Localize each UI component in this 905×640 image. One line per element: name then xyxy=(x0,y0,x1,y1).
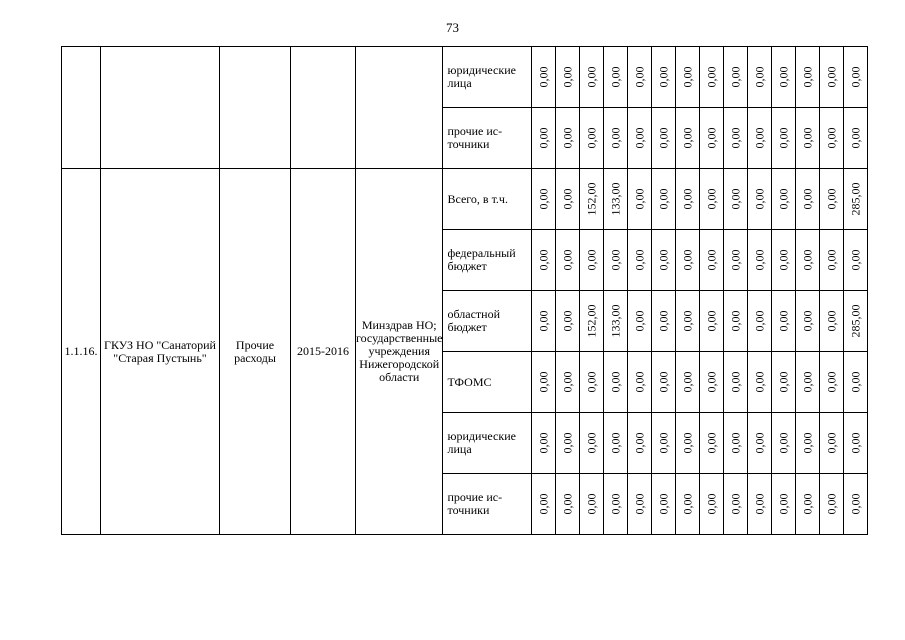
value-text: 0,00 xyxy=(632,249,647,271)
period: 2015-2016 xyxy=(291,169,356,535)
value-cell xyxy=(820,47,844,108)
value-text: 0,00 xyxy=(728,127,743,149)
value-cell xyxy=(628,474,652,535)
value-text: 0,00 xyxy=(608,127,623,149)
value-cell xyxy=(652,108,676,169)
value-cell xyxy=(556,47,580,108)
value-text: 0,00 xyxy=(728,371,743,393)
value-text: 0,00 xyxy=(728,66,743,88)
value-cell xyxy=(676,291,700,352)
value-cell xyxy=(844,169,868,230)
value-text: 0,00 xyxy=(632,66,647,88)
value-text: 0,00 xyxy=(704,66,719,88)
value-text: 152,00 xyxy=(584,304,599,338)
value-cell xyxy=(676,169,700,230)
value-text: 0,00 xyxy=(680,188,695,210)
value-cell xyxy=(820,108,844,169)
value-cell xyxy=(820,230,844,291)
value-cell xyxy=(628,291,652,352)
value-cell xyxy=(652,169,676,230)
value-text: 0,00 xyxy=(560,310,575,332)
value-text: 0,00 xyxy=(800,493,815,515)
value-text: 0,00 xyxy=(800,310,815,332)
value-text: 0,00 xyxy=(776,493,791,515)
value-text: 0,00 xyxy=(656,66,671,88)
value-text: 133,00 xyxy=(608,304,623,338)
value-cell xyxy=(796,47,820,108)
value-cell xyxy=(796,413,820,474)
value-text: 0,00 xyxy=(656,249,671,271)
value-text: 0,00 xyxy=(608,432,623,454)
value-cell xyxy=(628,413,652,474)
value-cell xyxy=(676,108,700,169)
value-cell xyxy=(724,474,748,535)
value-text: 285,00 xyxy=(848,304,863,338)
value-cell xyxy=(652,413,676,474)
value-cell xyxy=(796,474,820,535)
period-cell xyxy=(291,47,356,169)
value-cell xyxy=(676,474,700,535)
value-cell xyxy=(748,352,772,413)
value-text: 0,00 xyxy=(632,432,647,454)
value-text: 0,00 xyxy=(728,188,743,210)
value-text: 0,00 xyxy=(656,127,671,149)
value-cell xyxy=(724,291,748,352)
value-text: 0,00 xyxy=(680,432,695,454)
value-cell xyxy=(748,413,772,474)
value-cell xyxy=(604,413,628,474)
value-cell xyxy=(700,230,724,291)
value-text: 0,00 xyxy=(536,249,551,271)
value-text: 0,00 xyxy=(560,493,575,515)
value-cell xyxy=(700,474,724,535)
value-cell xyxy=(556,169,580,230)
value-cell xyxy=(700,291,724,352)
value-text: 0,00 xyxy=(752,66,767,88)
value-cell xyxy=(676,413,700,474)
value-cell xyxy=(820,352,844,413)
item-name-cell xyxy=(101,47,220,169)
value-cell xyxy=(820,474,844,535)
value-text: 0,00 xyxy=(848,249,863,271)
value-cell xyxy=(772,413,796,474)
value-cell xyxy=(748,474,772,535)
value-cell xyxy=(724,108,748,169)
value-text: 0,00 xyxy=(608,371,623,393)
value-cell xyxy=(724,352,748,413)
value-cell xyxy=(676,352,700,413)
value-text: 0,00 xyxy=(704,249,719,271)
value-text: 0,00 xyxy=(632,493,647,515)
value-text: 0,00 xyxy=(560,432,575,454)
page-number: 73 xyxy=(446,20,459,35)
value-cell xyxy=(556,108,580,169)
value-cell xyxy=(604,291,628,352)
value-cell xyxy=(652,474,676,535)
value-cell xyxy=(676,230,700,291)
value-cell xyxy=(724,47,748,108)
value-cell xyxy=(532,352,556,413)
value-text: 0,00 xyxy=(608,249,623,271)
value-cell xyxy=(580,413,604,474)
value-text: 0,00 xyxy=(704,493,719,515)
value-text: 0,00 xyxy=(704,371,719,393)
value-text: 285,00 xyxy=(848,182,863,216)
value-text: 0,00 xyxy=(800,127,815,149)
value-text: 0,00 xyxy=(680,493,695,515)
value-cell xyxy=(532,413,556,474)
value-cell xyxy=(844,474,868,535)
value-cell xyxy=(844,47,868,108)
value-cell xyxy=(556,291,580,352)
value-cell xyxy=(532,169,556,230)
value-cell xyxy=(556,230,580,291)
value-cell xyxy=(556,474,580,535)
value-text: 0,00 xyxy=(776,127,791,149)
value-text: 0,00 xyxy=(848,432,863,454)
value-cell xyxy=(820,169,844,230)
value-text: 0,00 xyxy=(728,249,743,271)
value-cell xyxy=(628,108,652,169)
value-cell xyxy=(628,352,652,413)
value-text: 152,00 xyxy=(584,182,599,216)
value-cell xyxy=(796,108,820,169)
value-text: 0,00 xyxy=(776,188,791,210)
funding-source: федеральный бюджет xyxy=(443,230,532,291)
value-cell xyxy=(820,413,844,474)
item-number: 1.1.16. xyxy=(62,169,101,535)
value-text: 0,00 xyxy=(704,127,719,149)
value-text: 0,00 xyxy=(656,371,671,393)
value-text: 0,00 xyxy=(536,371,551,393)
value-cell xyxy=(604,474,628,535)
value-text: 0,00 xyxy=(776,310,791,332)
value-cell xyxy=(628,47,652,108)
value-cell xyxy=(796,352,820,413)
value-cell xyxy=(748,47,772,108)
value-cell xyxy=(700,352,724,413)
expense-type: Прочие расходы xyxy=(220,169,291,535)
funding-source: ТФОМС xyxy=(443,352,532,413)
value-cell xyxy=(580,230,604,291)
value-text: 0,00 xyxy=(560,188,575,210)
value-cell xyxy=(628,169,652,230)
value-text: 0,00 xyxy=(848,127,863,149)
value-cell xyxy=(772,230,796,291)
value-text: 0,00 xyxy=(584,249,599,271)
value-cell xyxy=(748,291,772,352)
value-cell xyxy=(844,352,868,413)
value-text: 0,00 xyxy=(680,371,695,393)
item-number-cell xyxy=(62,47,101,169)
value-cell xyxy=(772,108,796,169)
value-text: 0,00 xyxy=(752,188,767,210)
value-text: 0,00 xyxy=(536,493,551,515)
value-text: 0,00 xyxy=(680,127,695,149)
value-text: 0,00 xyxy=(656,432,671,454)
value-cell xyxy=(748,169,772,230)
value-text: 0,00 xyxy=(536,188,551,210)
value-text: 0,00 xyxy=(584,432,599,454)
value-cell xyxy=(580,169,604,230)
value-text: 0,00 xyxy=(584,66,599,88)
value-cell xyxy=(844,108,868,169)
value-text: 0,00 xyxy=(752,127,767,149)
value-text: 0,00 xyxy=(752,310,767,332)
value-text: 0,00 xyxy=(848,371,863,393)
item-name: ГКУЗ НО "Санаторий "Старая Пустынь" xyxy=(101,169,220,535)
value-text: 133,00 xyxy=(608,182,623,216)
value-text: 0,00 xyxy=(584,371,599,393)
value-text: 0,00 xyxy=(800,432,815,454)
value-cell xyxy=(724,169,748,230)
value-text: 0,00 xyxy=(680,249,695,271)
value-text: 0,00 xyxy=(848,66,863,88)
value-text: 0,00 xyxy=(800,188,815,210)
value-cell xyxy=(796,169,820,230)
value-text: 0,00 xyxy=(632,188,647,210)
value-cell xyxy=(532,230,556,291)
value-cell xyxy=(604,230,628,291)
value-cell xyxy=(580,47,604,108)
value-cell xyxy=(604,352,628,413)
value-text: 0,00 xyxy=(776,66,791,88)
funding-source: юридические лица xyxy=(443,413,532,474)
value-text: 0,00 xyxy=(584,493,599,515)
value-text: 0,00 xyxy=(536,432,551,454)
value-text: 0,00 xyxy=(824,493,839,515)
table-row xyxy=(62,169,868,230)
value-cell xyxy=(628,230,652,291)
value-cell xyxy=(556,413,580,474)
value-cell xyxy=(748,230,772,291)
expense-type-cell xyxy=(220,47,291,169)
funding-source: Всего, в т.ч. xyxy=(443,169,532,230)
value-cell xyxy=(700,413,724,474)
value-cell xyxy=(652,230,676,291)
executor-cell xyxy=(356,47,443,169)
value-text: 0,00 xyxy=(608,493,623,515)
value-cell xyxy=(580,108,604,169)
value-text: 0,00 xyxy=(632,310,647,332)
value-text: 0,00 xyxy=(656,493,671,515)
funding-source: прочие ис-точники xyxy=(443,108,532,169)
value-text: 0,00 xyxy=(704,432,719,454)
value-text: 0,00 xyxy=(704,188,719,210)
value-text: 0,00 xyxy=(776,432,791,454)
value-text: 0,00 xyxy=(848,493,863,515)
value-text: 0,00 xyxy=(776,249,791,271)
value-text: 0,00 xyxy=(728,432,743,454)
value-text: 0,00 xyxy=(824,432,839,454)
funding-source: областной бюджет xyxy=(443,291,532,352)
value-cell xyxy=(652,291,676,352)
value-cell xyxy=(772,291,796,352)
value-cell xyxy=(748,108,772,169)
value-text: 0,00 xyxy=(560,127,575,149)
value-cell xyxy=(700,169,724,230)
value-text: 0,00 xyxy=(704,310,719,332)
value-text: 0,00 xyxy=(680,66,695,88)
value-text: 0,00 xyxy=(584,127,599,149)
value-text: 0,00 xyxy=(632,127,647,149)
value-text: 0,00 xyxy=(752,371,767,393)
value-text: 0,00 xyxy=(752,249,767,271)
value-cell xyxy=(604,169,628,230)
value-text: 0,00 xyxy=(680,310,695,332)
value-cell xyxy=(652,352,676,413)
value-cell xyxy=(772,169,796,230)
value-text: 0,00 xyxy=(560,66,575,88)
value-text: 0,00 xyxy=(632,371,647,393)
value-cell xyxy=(580,474,604,535)
value-text: 0,00 xyxy=(824,127,839,149)
funding-source: прочие ис-точники xyxy=(443,474,532,535)
value-text: 0,00 xyxy=(728,310,743,332)
value-cell xyxy=(772,474,796,535)
value-cell xyxy=(772,352,796,413)
value-cell xyxy=(724,413,748,474)
value-cell xyxy=(532,291,556,352)
value-cell xyxy=(844,291,868,352)
value-text: 0,00 xyxy=(728,493,743,515)
value-text: 0,00 xyxy=(800,66,815,88)
value-cell xyxy=(700,108,724,169)
value-text: 0,00 xyxy=(824,188,839,210)
value-cell xyxy=(604,47,628,108)
value-text: 0,00 xyxy=(656,188,671,210)
value-cell xyxy=(676,47,700,108)
budget-table xyxy=(61,46,868,535)
funding-source: юридические лица xyxy=(443,47,532,108)
value-text: 0,00 xyxy=(536,66,551,88)
value-text: 0,00 xyxy=(824,310,839,332)
value-text: 0,00 xyxy=(536,310,551,332)
table-row xyxy=(62,47,868,108)
value-cell xyxy=(604,108,628,169)
value-cell xyxy=(556,352,580,413)
value-cell xyxy=(796,291,820,352)
value-cell xyxy=(772,47,796,108)
value-text: 0,00 xyxy=(536,127,551,149)
executor: Минздрав НО; государственные учреждения Нижегородской области xyxy=(356,169,443,535)
value-text: 0,00 xyxy=(752,432,767,454)
value-text: 0,00 xyxy=(824,66,839,88)
value-text: 0,00 xyxy=(608,66,623,88)
value-cell xyxy=(532,47,556,108)
value-text: 0,00 xyxy=(800,249,815,271)
value-text: 0,00 xyxy=(824,371,839,393)
value-cell xyxy=(796,230,820,291)
value-cell xyxy=(652,47,676,108)
value-text: 0,00 xyxy=(800,371,815,393)
value-cell xyxy=(532,474,556,535)
value-cell xyxy=(700,47,724,108)
value-cell xyxy=(844,230,868,291)
value-cell xyxy=(532,108,556,169)
value-text: 0,00 xyxy=(560,371,575,393)
value-cell xyxy=(580,352,604,413)
value-cell xyxy=(724,230,748,291)
value-text: 0,00 xyxy=(776,371,791,393)
value-text: 0,00 xyxy=(752,493,767,515)
value-cell xyxy=(820,291,844,352)
value-text: 0,00 xyxy=(824,249,839,271)
value-text: 0,00 xyxy=(560,249,575,271)
value-cell xyxy=(844,413,868,474)
value-cell xyxy=(580,291,604,352)
value-text: 0,00 xyxy=(656,310,671,332)
